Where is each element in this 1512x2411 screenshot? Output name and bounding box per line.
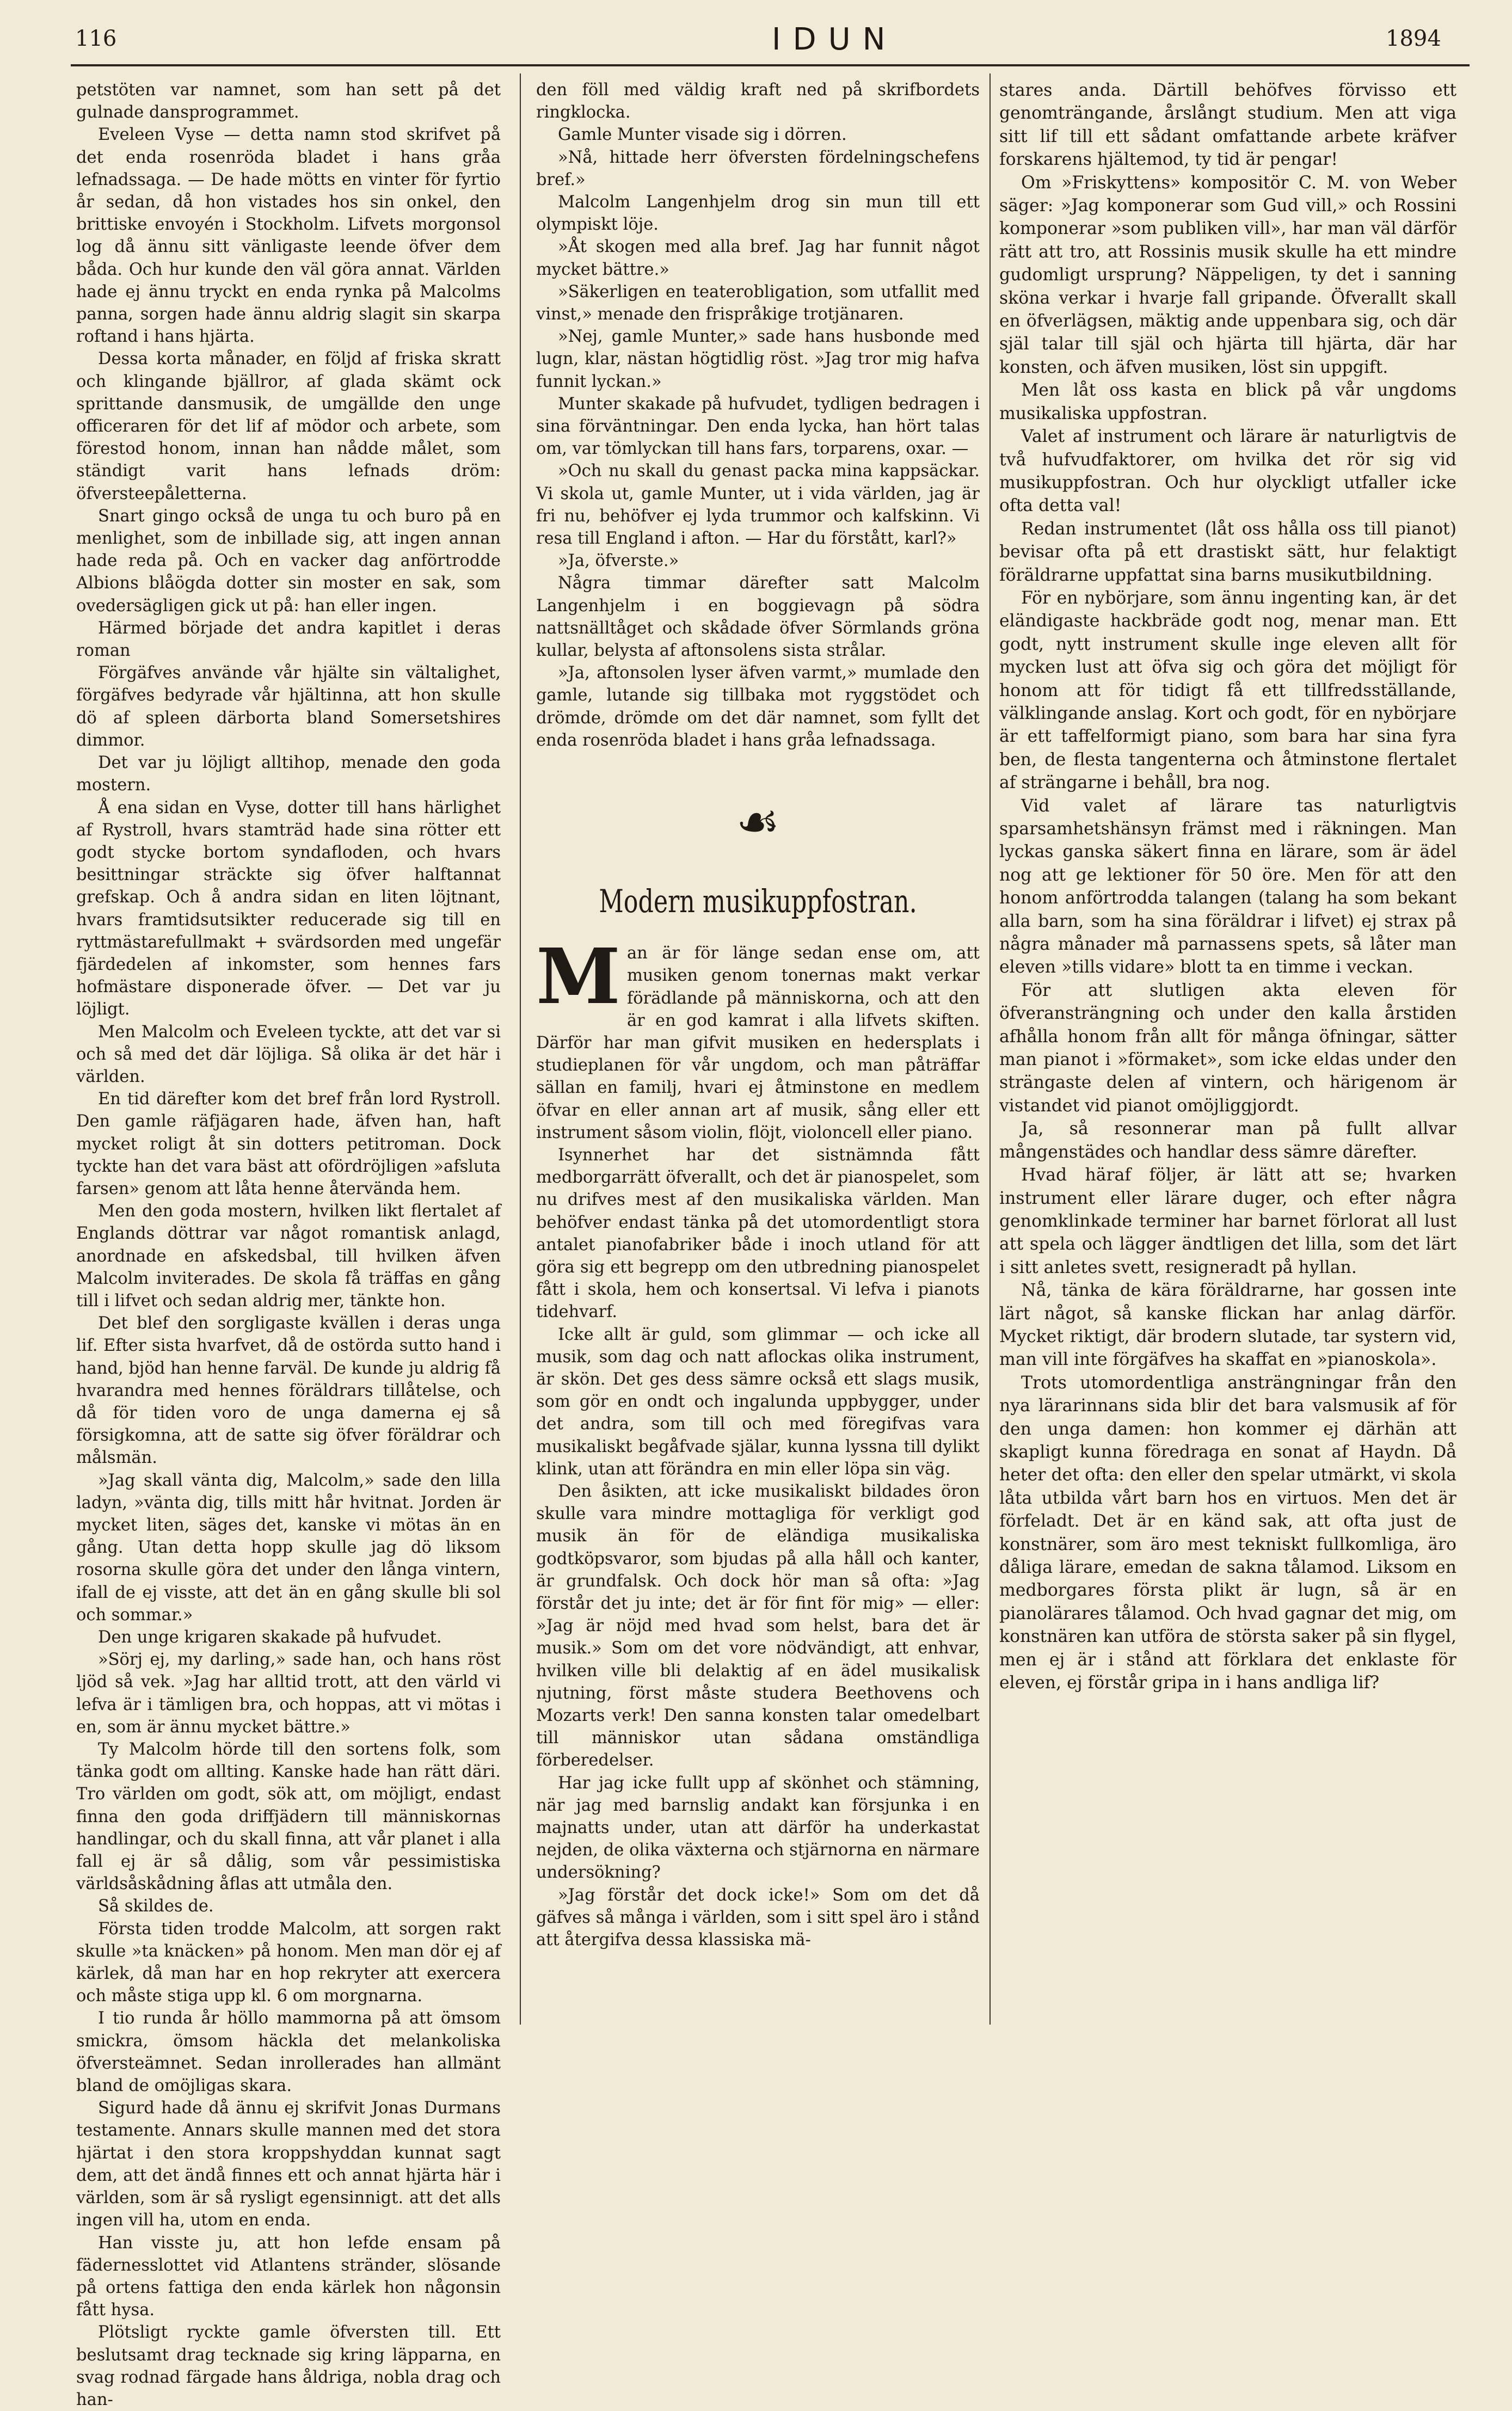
paragraph: Å ena sidan en Vyse, dotter till hans härlighet af Rystroll, hvars stamträd hade sina rötter ett godt stycke bortom syndafloden, och hvars besittningar sträckte sig öfver halftannat grefskap. Och å andra sidan en liten löjtnant, hvars framtidsutsikter reducerade sig till en ryttmästarefullmakt + svärdsorden med ungefär fjärdedelen af inkomster, som hennes fars hofmästare disponerade öfver. — Det var ju löjligt. [76, 798, 501, 1019]
paragraph: Han visste ju, att hon lefde ensam på fädernesslottet vid Atlantens stränder, slösande på ortens fattiga den enda kärlek hon någonsin fått hysa. [76, 2233, 501, 2320]
paragraph: Dessa korta månader, en följd af friska skratt och klingande bjällror, af glada skämt ock sprittande dansmusik, de umgällde den unge officeraren för det lif af mödor och arbete, som förestod honom, innan han nådde målet, som ständigt varit hans lefnads dröm: öfversteepåletterna. [76, 349, 501, 503]
paragraph: I tio runda år höllo mammorna på att ömsom smickra, ömsom häckla det melankoliska öfversteämnet. Sedan inrollerades han allmänt bland de omöjligas skara. [76, 2009, 501, 2096]
article-first-paragraph: Man är för länge sedan ense om, att musiken genom tonernas makt verkar förädlande på människorna, och att den är en god kamrat i alla lifvets skiften. Därför har man gifvit musiken en hedersplats i studieplanen för vår ungdom, och man påträffar sällan en familj, hvari ej åtminstone en medlem öfvar en eller annan art af musik, sång eller ett instrument såsom violin, flöjt, violoncell eller piano. [536, 932, 980, 1142]
page-header [75, 22, 1512, 60]
paragraph: Det blef den sorgligaste kvällen i deras unga lif. Efter sista hvarfvet, då de ostörda sutto hand i hand, bjöd han henne farväl. De kunde ju aldrig få hvarandra med hennes föräldrars tillåtelse, och då för tiden voro de unga damerna ej så försigkomna, att de satte sig öfver föräldrar och målsmän. [76, 1314, 501, 1468]
fleuron-ornament-icon: ☙ [736, 794, 780, 851]
paragraph: För att slutligen akta eleven för öfveransträngning och under den kalla årstiden afhålla honom från allt för många öfningar, sätter man pianot i »förmaket», som icke eldas under den strängaste delen af vintern, och härigenom är vistandet vid pianot omöjliggjordt. [999, 980, 1456, 1116]
magazine-title: IDUN [772, 22, 898, 57]
paragraph: Redan instrumentet (låt oss hålla oss till pianot) bevisar ofta på ett drastiskt sätt, hur felaktigt föräldrarne uppfattat sina barns musikutbildning. [999, 519, 1456, 585]
paragraph: Gamle Munter visade sig i dörren. [558, 125, 847, 145]
paragraph: Sigurd hade då ännu ej skrifvit Jonas Durmans testamente. Annars skulle mannen med det stora hjärtat i den stora kroppshyddan kunnat sagt dem, att det ändå finnes ett och annat hjärta här i världen, som är så rysligt egensinnigt. att det alls ingen vill ha, utom en enda. [76, 2099, 501, 2230]
paragraph: Så skildes de. [98, 1897, 214, 1916]
header-rule [71, 64, 1470, 66]
page-number: 116 [75, 26, 117, 51]
story-continuation [536, 79, 980, 752]
paragraph: Hvad häraf följer, är lätt att se; hvarken instrument eller lärare duger, och efter några genomklinkade terminer har barnet förlorat all lust att spela och lägger ändtligen det lilla, som det lärt i sitt anletes svett, resigneradt på hyllan. [999, 1165, 1456, 1277]
paragraph: Eveleen Vyse — detta namn stod skrifvet på det enda rosenröda bladet i hans gråa lefnadssaga. — De hade mötts en vinter för fyrtio år sedan, då hon vistades hos sin onkel, den brittiske envoyén i Stockholm. Lifvets morgonsol log då ännu sitt vänligaste leende öfver dem båda. Och hur kunde den väl göra annat. Världen hade ej ännu tryckt en enda rynka på Malcolms panna, sorgen hade ännu aldrig slagit sin skarpa roftand i hans hjärta. [76, 125, 501, 347]
paragraph: »Sörj ej, my darling,» sade han, och hans röst ljöd så vek. »Jag har alltid trott, att den värld vi lefva är i tämligen bra, och hoppas, att vi mötas i en, som är ännu mycket bättre.» [76, 1650, 501, 1737]
paragraph: den föll med väldig kraft ned på skrifbordets ringklocka. [536, 81, 980, 122]
article-paragraphs [536, 1144, 980, 1951]
paragraph: En tid därefter kom det bref från lord Rystroll. Den gamle räfjägaren hade, äfven han, haft mycket roligt åt sin dotters petitroman. Dock tyckte han det vara bäst att ofördröjligen »afsluta farsen» genom att låta henne återvända hem. [76, 1090, 501, 1198]
paragraph: Det var ju löjligt alltihop, menade den goda mostern. [76, 753, 501, 795]
drop-cap: M [536, 932, 620, 1022]
paragraph: Några timmar därefter satt Malcolm Langenhjelm i en boggievagn på södra nattsnälltåget och skådade öfver Sörmlands gröna kullar, belysta af aftonsolens sista strålar. [536, 574, 980, 661]
paragraph: Ja, så resonnerar man på fullt allvar mångenstädes och handlar dess sämre därefter. [999, 1119, 1456, 1162]
paragraph: Vid valet af lärare tas naturligtvis sparsamhetshänsyn främst med i räkningen. Man lyckas ganska säkert finna en lärare, som är ädel nog att ge lektioner för 50 öre. Men för att den honom anförtrodda talangen (talang ha som bekant alla barn, som ha sina föräldrar i lifvet) ej strax på några månader må parnassens spets, så låter man eleven »tills vidare» blott ta en timme i veckan. [999, 796, 1456, 977]
paragraph: Icke allt är guld, som glimmar — och icke all musik, som dag och natt aflockas olika instrument, är skön. Det ges dess sämre också ett slags musik, som gör en ondt och ingalunda uppbygger, under det andra, som till och med föregifvas vara musikaliskt begåfvade själar, kunna lyssna till dylikt klink, utan att förändra en min eller löpa sin väg. [536, 1325, 980, 1479]
paragraph: Första tiden trodde Malcolm, att sorgen rakt skulle »ta knäcken» på honom. Men man dör ej af kärlek, då man har en hop rekryter att exercera och måste stiga upp kl. 6 om morgnarna. [76, 1919, 501, 2006]
paragraph: Trots utomordentliga ansträngningar från den nya lärarinnans sida blir det bara valsmusik af för den unga damen: hon kommer ej därhän att skapligt kunna föredraga en sonat af Haydn. Då heter det ofta: den eller den spelar utmärkt, vi skola låta utbilda vårt barn hos en virtuos. Men det är förfeladt. Det är en känd sak, att ofta just de konstnärer, som äro mest tekniskt fullkomliga, äro dåliga lärare, emedan de sakna tålamod. Liksom en medborgares första plikt är lugn, så är en pianolärares tålamod. Och hvad gagnar det mig, om konstnären kan utföra de största saker på sin flygel, men ej är i stånd att förklara det enklaste för eleven, ej förstår gripa in i hans andliga lif? [999, 1373, 1456, 1693]
column-right [999, 79, 1456, 2027]
paragraph: »Ja, öfverste.» [558, 551, 679, 571]
column-divider [989, 73, 991, 2025]
paragraph: Den åsikten, att icke musikaliskt bildades öron skulle vara mindre mottagliga för verkligt god musik än för de eländiga musikaliska godtköpsvaror, som bjudas på alla håll och kanter, är grundfalsk. Och dock hör man så ofta: »Jag förstår det ju inte; det är för fint för mig» — eller: »Jag är nöjd med hvad som helst, bara det är musik.» Som om det vore nödvändigt, att enhvar, hvilken ville bli delaktig af en ädel musikalisk njutning, först måste studera Beethovens och Mozarts verk! Den sanna konsten talar omedelbart till människor utan sådana omständliga förberedelser. [536, 1481, 980, 1770]
paragraph: stares anda. Därtill behöfves förvisso ett genomträngande, årslångt studium. Men att viga sitt lif till ett sådant omfattande arbete kräfver forskarens hjältemod, ty tid är pengar! [999, 81, 1456, 170]
paragraph: Plötsligt ryckte gamle öfversten till. Ett beslutsamt drag tecknade sig kring läpparna, en svag rodnad färgade hans åldriga, nobla drag och han- [76, 2323, 501, 2409]
paragraph: Munter skakade på hufvudet, tydligen bedragen i sina förväntningar. Den enda lycka, han hört talas om, var tömlyckan till hans fars, torparens, oxar. — [536, 394, 980, 459]
paragraph: Isynnerhet har det sistnämnda fått medborgarrätt öfverallt, och det är pianospelet, som nu drifves mest af den musikaliska världen. Man behöfver endast tänka på det utomordentligt stora antalet pianofabriker både i inoch utland för att göra sig ett begrepp om den utbredning pianospelet fått i skola, hem och konsertsal. Vi lefva i pianots tidehvarf. [536, 1145, 980, 1322]
paragraph: Förgäfves använde vår hjälte sin vältalighet, förgäfves bedyrade vår hjältinna, att hon skulle dö af spleen därborta bland Somersetshires dimmor. [76, 663, 501, 750]
paragraph: »Ja, aftonsolen lyser äfven varmt,» mumlade den gamle, lutande sig tillbaka mot ryggstödet och drömde, drömde om det där namnet, som fyllt det enda rosenröda bladet i hans gråa lefnadssaga. [536, 663, 980, 750]
paragraph: »Nej, gamle Munter,» sade hans husbonde med lugn, klar, nästan högtidlig röst. »Jag tror mig hafva funnit lyckan.» [536, 327, 980, 391]
article-body [536, 932, 980, 1951]
paragraph: Men låt oss kasta en blick på vår ungdoms musikaliska uppfostran. [999, 380, 1456, 423]
paragraph: Har jag icke fullt upp af skönhet och stämning, när jag med barnslig andakt kan försjunka i en majnatts under, utan att därför ha underkastat nejden, de olika växterna och stjärnorna en närmare undersökning? [536, 1773, 980, 1883]
paragraph: För en nybörjare, som ännu ingenting kan, är det eländigaste hackbräde godt nog, menar man. Ett godt, nytt instrument skulle inge eleven allt för mycken lust att öfva sig och göra det möjligt för honom att för tidigt få ett tillfredsställande, välklingande anslag. Kort och godt, för en nybörjare är ett taffelformigt piano, som bara har sina fyra ben, de flesta tangenterna och åtminstone flertalet af strängarne i behåll, bra nog. [999, 588, 1456, 793]
paragraph: »Jag förstår det dock icke!» Som om det då gäfves så många i världen, som i sitt spel äro i stånd att återgifva dessa klassiska mä- [536, 1885, 980, 1950]
paragraph: »Och nu skall du genast packa mina kappsäckar. Vi skola ut, gamle Munter, ut i vida världen, jag är fri nu, behöfver ej lyda trummor och kalfskinn. Vi resa till England i afton. — Har du förstått, karl?» [536, 462, 980, 549]
paragraph: Men den goda mostern, hvilken likt flertalet af Englands döttrar var något romantisk anlagd, anordnade en afskedsbal, till hvilken äfven Malcolm inviterades. De skola få träffas en gång till i lifvet och sedan aldrig mer, tänkte hon. [76, 1202, 501, 1311]
paragraph: »Säkerligen en teaterobligation, som utfallit med vinst,» menade den frispråkige trotjänaren. [536, 282, 980, 324]
column-divider [520, 73, 521, 2025]
paragraph: »Åt skogen med alla bref. Jag har funnit något mycket bättre.» [536, 237, 980, 279]
paragraph: Valet af instrument och lärare är naturligtvis de två hufvudfaktorer, om hvilka det rör sig vid musikuppfostran. Och hur olyckligt utfaller icke ofta detta val! [999, 427, 1456, 516]
paragraph: Malcolm Langenhjelm drog sin mun till ett olympiskt löje. [536, 193, 980, 235]
paragraph: Om »Friskyttens» kompositör C. M. von Weber säger: »Jag komponerar som Gud vill,» och Rossini komponerar »som publiken vill», har man väl därför rätt att tro, att Rossinis musik skulle ha ett mindre gudomligt ursprung? Näppeligen, ty det i sanning sköna verkar i hvarje fall gripande. Öfverallt skall en öfverlägsen, mäktig ande uppenbara sig, och där själ talar till själ och hjärta till hjärta, där har konsten, och äfven musiken, löst sin uppgift. [999, 173, 1456, 377]
column-middle [536, 79, 980, 2027]
paragraph: »Nå, hittade herr öfversten fördelningschefens bref.» [536, 147, 980, 189]
paragraph: petstöten var namnet, som han sett på det gulnade dansprogrammet. [76, 81, 501, 122]
paragraph: »Jag skall vänta dig, Malcolm,» sade den lilla ladyn, »vänta dig, tills mitt hår hvitnat. Jorden är mycket liten, säges det, kanske vi mötas än en gång. Utan detta hopp skulle jag dö liksom rosorna skulle göra det under den långa vintern, ifall de ej visste, att det än en gång skulle bli sol och sommar.» [76, 1471, 501, 1625]
article-title: Modern musikuppfostran. [599, 883, 917, 920]
paragraph: Snart gingo också de unga tu och buro på en menlighet, som de inbillade sig, att ingen annan hade reda på. Och en vacker dag anförtrodde Albions blåögda dotter sin moster en sak, som ovedersägligen gick ut på: han eller ingen. [76, 506, 501, 616]
paragraph: Men Malcolm och Eveleen tyckte, att det var si och så med det där löjliga. Så olika är det här i världen. [76, 1022, 501, 1086]
column-left [76, 79, 501, 2409]
issue-year: 1894 [1386, 26, 1441, 51]
paragraph: Den unge krigaren skakade på hufvudet. [98, 1628, 442, 1647]
paragraph: Ty Malcolm hörde till den sortens folk, som tänka godt om allting. Kanske hade han rätt däri. Tro världen om godt, sök att, om möjligt, endast finna den goda driffjädern till människornas handlingar, och du skall finna, att vår planet i alla fall ej är så dålig, som vår pessimistiska världsåskådning åflas att utmåla den. [76, 1740, 501, 1894]
paragraph: Härmed började det andra kapitlet i deras roman [76, 618, 501, 661]
paragraph: Nå, tänka de kära föräldrarne, har gossen inte lärt något, så kanske flickan har anlag därför. Mycket riktigt, där brodern slutade, tar systern vid, man vill inte förgäfves ha skaffat en »pianoskola». [999, 1281, 1456, 1370]
